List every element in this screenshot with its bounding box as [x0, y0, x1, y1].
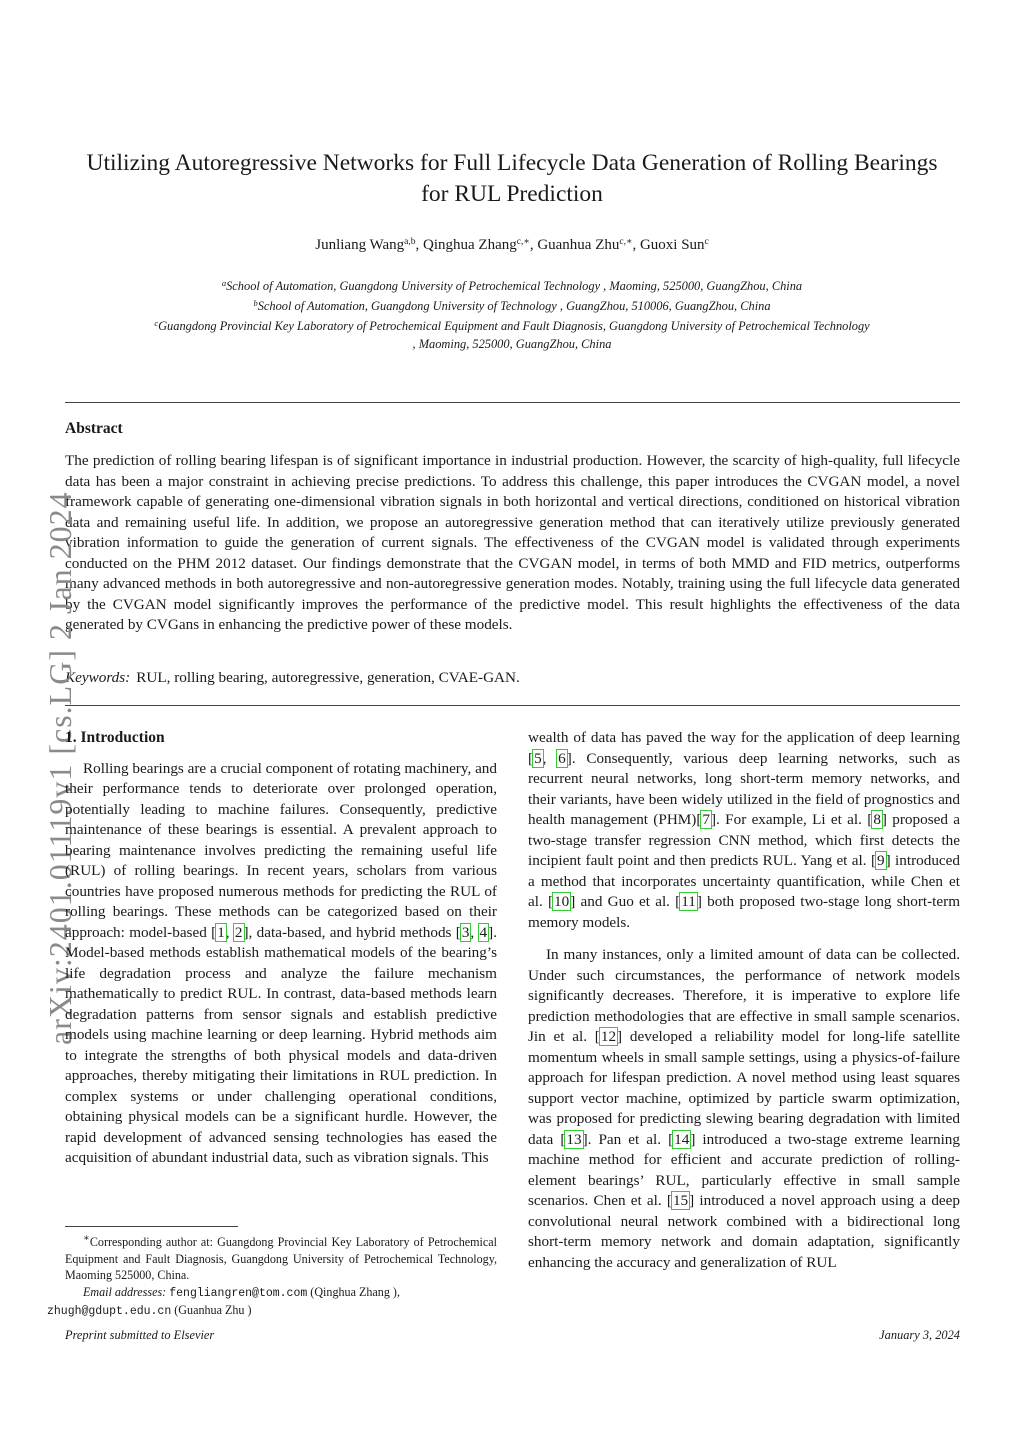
footnote-rule — [65, 1226, 238, 1227]
citation-link-15[interactable]: 15 — [672, 1192, 689, 1209]
intro-paragraph-continued — [528, 728, 960, 933]
body-text: ]. Pan et al. [ — [582, 1130, 674, 1148]
affiliation-text: School of Automation, Guangdong University of Petrochemical Technology , Maoming, 525000, GuangZhou, China — [226, 279, 803, 293]
affiliation-line — [40, 275, 984, 295]
citation-link-13[interactable]: 13 — [566, 1130, 582, 1148]
citation-link-3[interactable]: 3 — [461, 923, 470, 941]
author-sep: , — [632, 237, 640, 253]
body-text: , — [470, 923, 479, 941]
body-text: wealth of data has paved the way for the application of deep learning [ — [528, 729, 960, 767]
body-text: ] proposed a two-stage transfer regression CNN method, which first detects the incipient fault point and then predicts RUL. Yang et al. [ — [528, 811, 960, 869]
email-label: Email addresses: — [83, 1284, 167, 1299]
citation-link-7[interactable]: 7 — [702, 811, 710, 828]
footnote-emails — [47, 1284, 497, 1321]
citation-link-8[interactable]: 8 — [873, 811, 881, 828]
preprint-note: Preprint submitted to Elsevier — [65, 1328, 215, 1342]
abstract-text: The prediction of rolling bearing lifespan is of significant importance in industrial production. However, the scarcity of high-quality, full lifecycle data has been a major constraint in achieving precise predictions. To address this challenge, this paper introduces the CVGAN model, a novel framework capable of generating one-dimensional vibration signals in both horizontal and vertical directions, conditioned on historical vibration data and remaining useful life. In addition, we propose an autoregressive generation method that can iteratively utilize previously generated vibration information to guide the generation of current signals. The effectiveness of the CVGAN model is validated through experiments conducted on the PHM 2012 dataset. Our findings demonstrate that the CVGAN model, in terms of both MMD and FID metrics, outperforms many advanced methods in both autoregressive and non-autoregressive generation modes. Notably, training using the full lifecycle data generated by the CVGAN model significantly improves the performance of the predictive model. This result highlights the effectiveness of the data generated by CVGans in enhancing the predictive power of these models. — [65, 452, 960, 633]
author-affil-mark: c,∗ — [516, 237, 530, 247]
citation-link-4[interactable]: 4 — [479, 923, 488, 941]
author-sep: , — [529, 237, 538, 253]
body-text: , — [225, 923, 234, 941]
author-sep: , — [415, 237, 424, 253]
citation-link-2[interactable]: 2 — [234, 923, 243, 941]
keywords — [65, 669, 960, 687]
abstract-heading: Abstract — [65, 420, 123, 437]
affiliation-text: School of Automation, Guangdong University of Technology , GuangZhou, 510006, GuangZhou, China — [257, 299, 771, 314]
author-name: Qinghua Zhang — [423, 237, 517, 253]
affiliation-mark: b — [253, 298, 258, 309]
keywords-label: Keywords: — [65, 669, 131, 686]
citation-link-1[interactable]: 1 — [217, 923, 225, 941]
affiliations — [40, 275, 984, 353]
citation-link-9[interactable]: 9 — [877, 852, 885, 869]
author-affil-mark: c — [704, 237, 709, 247]
footnote-corresponding-text: Corresponding author at: Guangdong Provincial Key Laboratory of Petrochemical Equipment and Fault Diagnosis, Guangdong University of Petrochemical Technology, Maoming 525000, China. — [65, 1235, 497, 1283]
citation-link-5[interactable]: 5 — [534, 749, 542, 767]
affiliation-line — [40, 295, 984, 315]
footnote-corresponding — [65, 1231, 497, 1284]
citation-link-11[interactable]: 11 — [681, 893, 696, 910]
citation-link-12[interactable]: 12 — [600, 1028, 617, 1045]
abstract-bottom-rule — [65, 705, 960, 706]
author-affil-mark: c,∗ — [619, 237, 633, 247]
author-name: Junliang Wang — [315, 237, 405, 253]
section-heading-introduction: 1. Introduction — [65, 729, 165, 746]
body-text: ] and Guo et al. [ — [570, 893, 681, 910]
affiliation-text: , Maoming, 525000, GuangZhou, China — [412, 336, 612, 351]
citation-link-10[interactable]: 10 — [554, 893, 570, 910]
arxiv-identifier-stamp: arXiv:2401.01119v1 [cs.LG] 2 Jan 2024 — [42, 491, 78, 1045]
body-text: ]. Consequently, various deep learning networks, such as recurrent neural networks, long short-term memory networks, and their variants, have been widely utilized in the field of prognostics and health management (PHM)[ — [528, 749, 961, 828]
author-affil-mark: a,b — [404, 237, 416, 247]
body-text: , — [542, 749, 558, 767]
email-link-zhu[interactable]: zhugh@gdupt.edu.cn — [47, 1305, 172, 1319]
title-line-2: for RUL Prediction — [421, 181, 603, 207]
body-text: ] introduced a novel approach using a deep convolutional neural network combined with a bidirectional long short-term memory network and domain adaptation, significantly enhancing the accuracy and generalization of RUL — [528, 1192, 961, 1271]
paper-title — [40, 148, 984, 210]
left-column — [65, 728, 497, 1169]
affiliation-mark: c — [154, 318, 159, 329]
body-text: ], data-based, and hybrid methods [ — [243, 923, 461, 941]
author-name: Guanhua Zhu — [537, 237, 620, 253]
body-text: ]. Model-based methods establish mathematical models of the bearing’s life degradation process and analyze the failure mechanism mathematically to predict RUL. In contrast, data-based methods learn degradation patterns from sensor signals and establish predictive models using machine learning or deep learning. Hybrid methods aim to integrate the strengths of both physical models and data-driven approaches, thereby mitigating their limitations in RUL prediction. In complex systems or under challenging operational conditions, obtaining physical models can be a significant hurdle. However, the rapid development of advanced sensing technologies has eased the acquisition of abundant industrial data, such as vibration signals. This — [65, 923, 497, 1166]
right-column — [528, 728, 960, 1273]
abstract-top-rule — [65, 402, 960, 403]
citation-link-14[interactable]: 14 — [674, 1130, 690, 1148]
affiliation-line — [40, 336, 984, 353]
preprint-date: January 3, 2024 — [879, 1328, 960, 1342]
body-text: In many instances, only a limited amount of data can be collected. Under such circumstances, the performance of network models significantly decreases. Therefore, it is imperative to explore life prediction methodologies that are effective in small sample scenarios. Jin et al. [ — [528, 946, 960, 1045]
email-owner: (Qinghua Zhang ), — [310, 1284, 400, 1299]
citation-link-6[interactable]: 6 — [558, 749, 566, 767]
body-text: ] developed a reliability model for long-life satellite momentum wheels in small sample settings, using a physics-of-failure approach for lifespan prediction. A novel method using least squares support vector machine, optimized by particle swarm optimization, was proposed for predicting slewing bearing degradation with limited data [ — [528, 1028, 960, 1148]
title-line-1: Utilizing Autoregressive Networks for Full Lifecycle Data Generation of Rolling Bearings — [86, 150, 938, 176]
body-text: Rolling bearings are a crucial component of rotating machinery, and their performance tends to deteriorate over prolonged operation, potentially leading to machine failures. Consequently, predictive maintenance of these bearings is essential. A prevalent approach to bearing maintenance involves predicting the remaining useful life (RUL) of rolling bearings. In recent years, scholars from various countries have proposed numerous methods for predicting the RUL of rolling bearings. These methods can be categorized based on their approach: model-based [ — [65, 759, 497, 941]
footnote-mark: ∗ — [83, 1233, 90, 1244]
author-name: Guoxi Sun — [639, 237, 705, 253]
intro-paragraph-2 — [528, 945, 960, 1273]
affiliation-line — [40, 315, 984, 335]
email-link-zhang[interactable]: fengliangren@tom.com — [169, 1286, 308, 1300]
body-text: ] both proposed two-stage long short-term memory models. — [528, 893, 961, 931]
intro-paragraph-1 — [65, 759, 497, 1169]
body-text: ] introduced a two-stage extreme learning machine method for efficient and accurate prediction of rolling-element bearings’ RUL, particularly effective in small sample scenarios. Chen et al. [ — [528, 1130, 960, 1209]
email-owner: (Guanhua Zhu ) — [174, 1303, 252, 1318]
affiliation-mark: a — [221, 278, 227, 288]
body-text: ] introduced a method that incorporates uncertainty quantification, while Chen et al. [ — [528, 852, 960, 910]
footnote — [47, 1231, 497, 1321]
keywords-text: RUL, rolling bearing, autoregressive, generation, CVAE-GAN. — [136, 669, 520, 686]
author-list — [40, 236, 984, 254]
affiliation-text: Guangdong Provincial Key Laboratory of Petrochemical Equipment and Fault Diagnosis, Guangdong University of Petrochemical Technology — [158, 319, 870, 334]
body-text: ]. For example, Li et al. [ — [711, 811, 873, 828]
